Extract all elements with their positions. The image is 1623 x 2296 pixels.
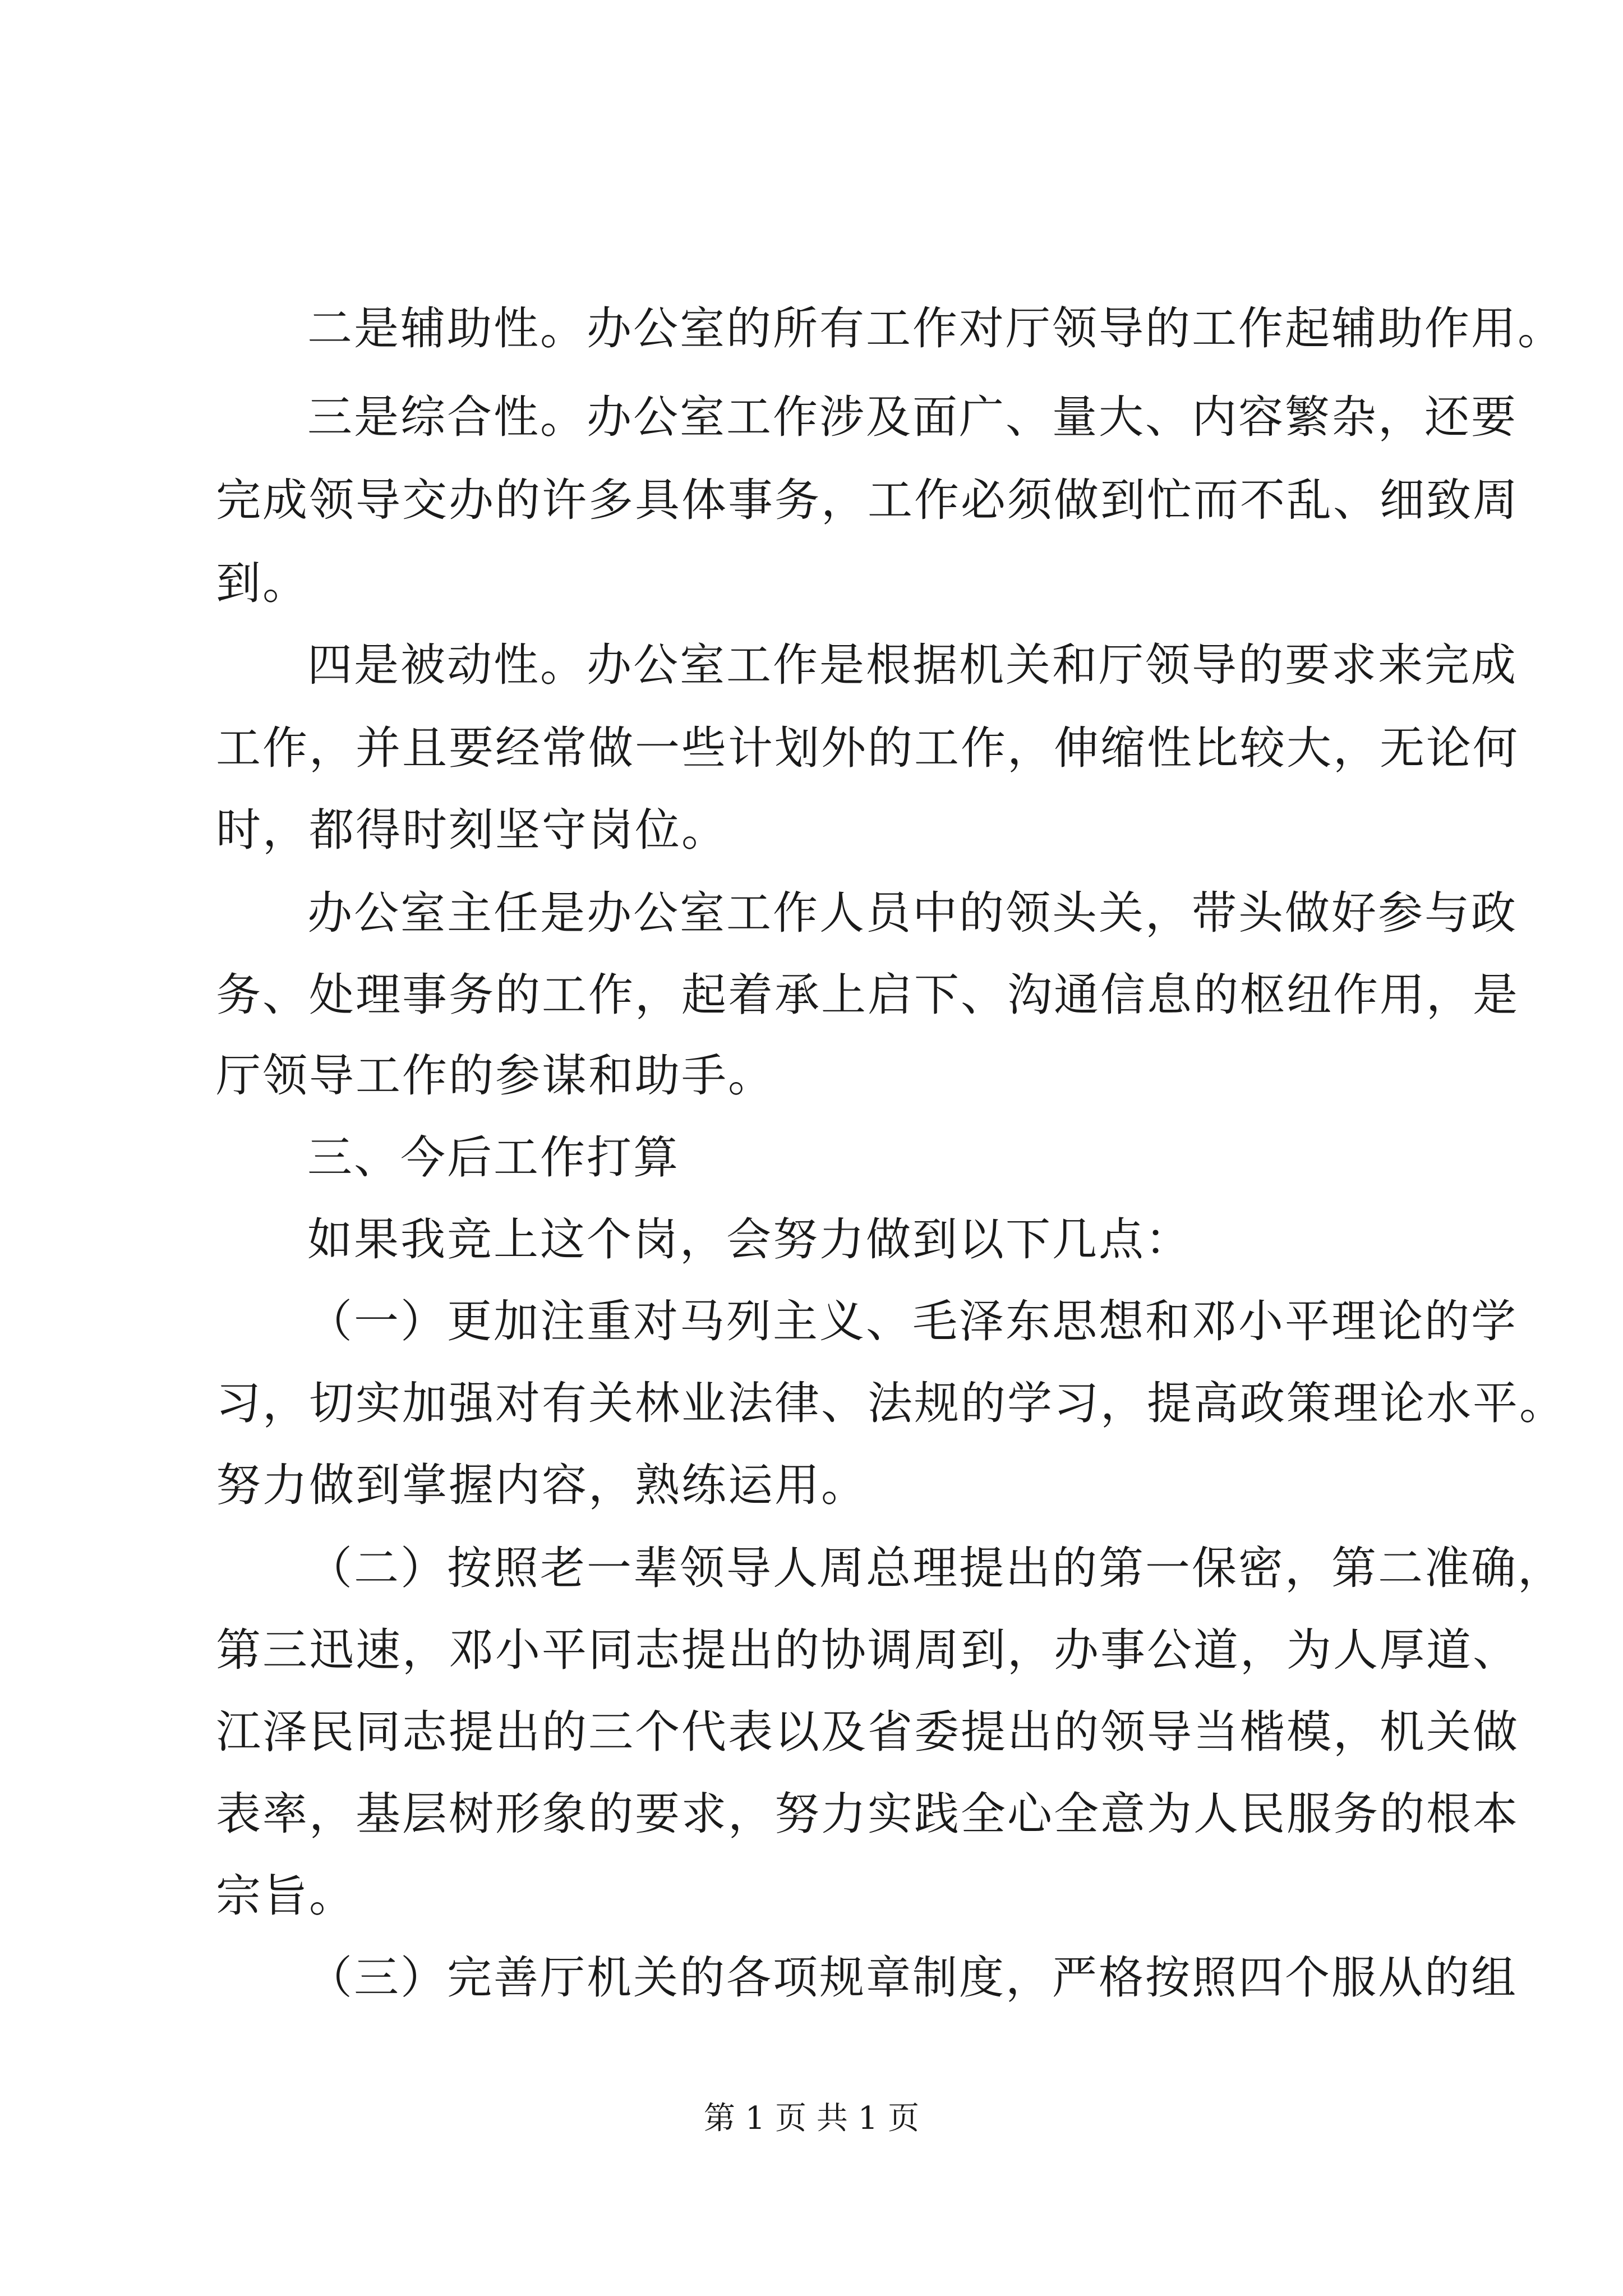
paragraph-line: 如果我竞上这个岗，会努力做到以下几点： <box>307 1213 1192 1266</box>
paragraph-line: 工作，并且要经常做一些计划外的工作，伸缩性比较大，无论何 <box>216 722 1519 774</box>
paragraph-line: （一）更加注重对马列主义、毛泽东思想和邓小平理论的学 <box>307 1295 1518 1347</box>
paragraph-line: 江泽民同志提出的三个代表以及省委提出的领导当楷模，机关做 <box>216 1706 1519 1758</box>
paragraph-line: 二是辅助性。办公室的所有工作对厅领导的工作起辅助作用。 <box>307 302 1564 355</box>
paragraph-line: 办公室主任是办公室工作人员中的领头关，带头做好参与政 <box>307 887 1518 939</box>
paragraph-line: 四是被动性。办公室工作是根据机关和厅领导的要求来完成 <box>307 639 1518 691</box>
paragraph-line: 完成领导交办的许多具体事务，工作必须做到忙而不乱、细致周 <box>216 474 1519 526</box>
paragraph-line: 时，都得时刻坚守岗位。 <box>216 804 728 856</box>
paragraph-line: 宗旨。 <box>216 1870 356 1922</box>
paragraph-line: 表率，基层树形象的要求，努力实践全心全意为人民服务的根本 <box>216 1788 1519 1840</box>
paragraph-line: 第三迅速，邓小平同志提出的协调周到，办事公道，为人厚道、 <box>216 1624 1519 1676</box>
paragraph-line: 努力做到掌握内容，熟练运用。 <box>216 1459 868 1511</box>
page-footer: 第 1 页 共 1 页 <box>703 2100 920 2137</box>
paragraph-line: 三是综合性。办公室工作涉及面广、量大、内容繁杂，还要 <box>307 391 1518 443</box>
paragraph-line: 到。 <box>216 557 309 609</box>
paragraph-line: 厅领导工作的参谋和助手。 <box>216 1050 774 1102</box>
paragraph-line: 习，切实加强对有关林业法律、法规的学习，提高政策理论水平。 <box>216 1377 1566 1429</box>
paragraph-line: （三）完善厅机关的各项规章制度，严格按照四个服从的组 <box>307 1952 1518 2004</box>
paragraph-line: （二）按照老一辈领导人周总理提出的第一保密，第二准确， <box>307 1542 1564 1594</box>
paragraph-line: 务、处理事务的工作，起着承上启下、沟通信息的枢纽作用，是 <box>216 969 1519 1021</box>
section-heading: 三、今后工作打算 <box>307 1131 680 1184</box>
